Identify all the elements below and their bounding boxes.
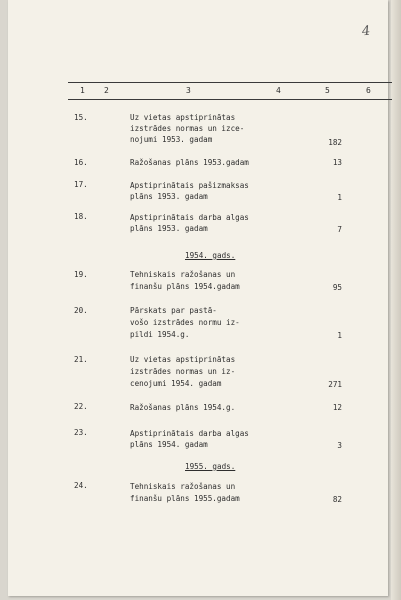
row-description-line: Apstiprinātais pašizmaksas xyxy=(130,181,249,190)
column-header-3: 3 xyxy=(186,86,191,95)
row-description-line: izstrādes normas un iz- xyxy=(130,367,236,376)
row-description-line: plāns 1953. gadam xyxy=(130,192,208,201)
row-number: 16. xyxy=(74,158,88,167)
column-header-6: 6 xyxy=(366,86,371,95)
row-description-line: plāns 1954. gadam xyxy=(130,440,208,449)
column-header-4: 4 xyxy=(276,86,281,95)
row-value: 1 xyxy=(337,331,342,340)
row-description-line: Apstiprinātais darba algas xyxy=(130,213,249,222)
row-value: 1 xyxy=(337,193,342,202)
row-value: 95 xyxy=(332,283,342,292)
year-heading: 1955. gads. xyxy=(185,462,236,471)
row-number: 17. xyxy=(74,180,88,189)
column-header-5: 5 xyxy=(325,86,330,95)
row-number: 21. xyxy=(74,355,88,364)
row-description-line: Ražošanas plāns 1954.g. xyxy=(130,403,236,412)
row-description-line: Uz vietas apstiprinātas xyxy=(130,113,236,122)
row-description-line: Tehniskais ražošanas un xyxy=(130,270,236,279)
page-edge xyxy=(391,0,401,600)
row-description-line: finanšu plāns 1954.gadam xyxy=(130,282,240,291)
row-number: 15. xyxy=(74,113,88,122)
row-description-line: cenojumi 1954. gadam xyxy=(130,379,222,388)
row-number: 23. xyxy=(74,428,88,437)
row-description-line: Pārskats par pastā- xyxy=(130,306,217,315)
row-description-line: Tehniskais ražošanas un xyxy=(130,482,236,491)
row-value: 12 xyxy=(332,403,342,412)
row-number: 24. xyxy=(74,481,88,490)
document-page xyxy=(8,0,388,596)
row-value: 13 xyxy=(332,158,342,167)
row-number: 18. xyxy=(74,212,88,221)
row-description-line: plāns 1953. gadam xyxy=(130,224,208,233)
row-number: 20. xyxy=(74,306,88,315)
year-heading: 1954. gads. xyxy=(185,251,236,260)
row-description-line: izstrādes normas un izce- xyxy=(130,124,245,133)
row-description-line: finanšu plāns 1955.gadam xyxy=(130,494,240,503)
page-number-mark: 4 xyxy=(361,23,372,40)
row-number: 19. xyxy=(74,270,88,279)
row-description-line: Uz vietas apstiprinātas xyxy=(130,355,236,364)
row-value: 3 xyxy=(337,441,342,450)
row-value: 182 xyxy=(328,138,342,147)
row-value: 271 xyxy=(328,380,342,389)
row-description-line: vošo izstrādes normu iz- xyxy=(130,318,240,327)
row-description-line: pildi 1954.g. xyxy=(130,330,190,339)
row-value: 7 xyxy=(337,225,342,234)
row-description-line: Ražošanas plāns 1953.gadam xyxy=(130,158,249,167)
header-bottom-rule xyxy=(68,99,392,100)
row-description-line: Apstiprinātais darba algas xyxy=(130,429,249,438)
column-header-2: 2 xyxy=(104,86,109,95)
row-number: 22. xyxy=(74,402,88,411)
column-header-1: 1 xyxy=(80,86,85,95)
header-top-rule xyxy=(68,82,392,83)
row-description-line: nojumi 1953. gadam xyxy=(130,135,213,144)
row-value: 82 xyxy=(332,495,342,504)
